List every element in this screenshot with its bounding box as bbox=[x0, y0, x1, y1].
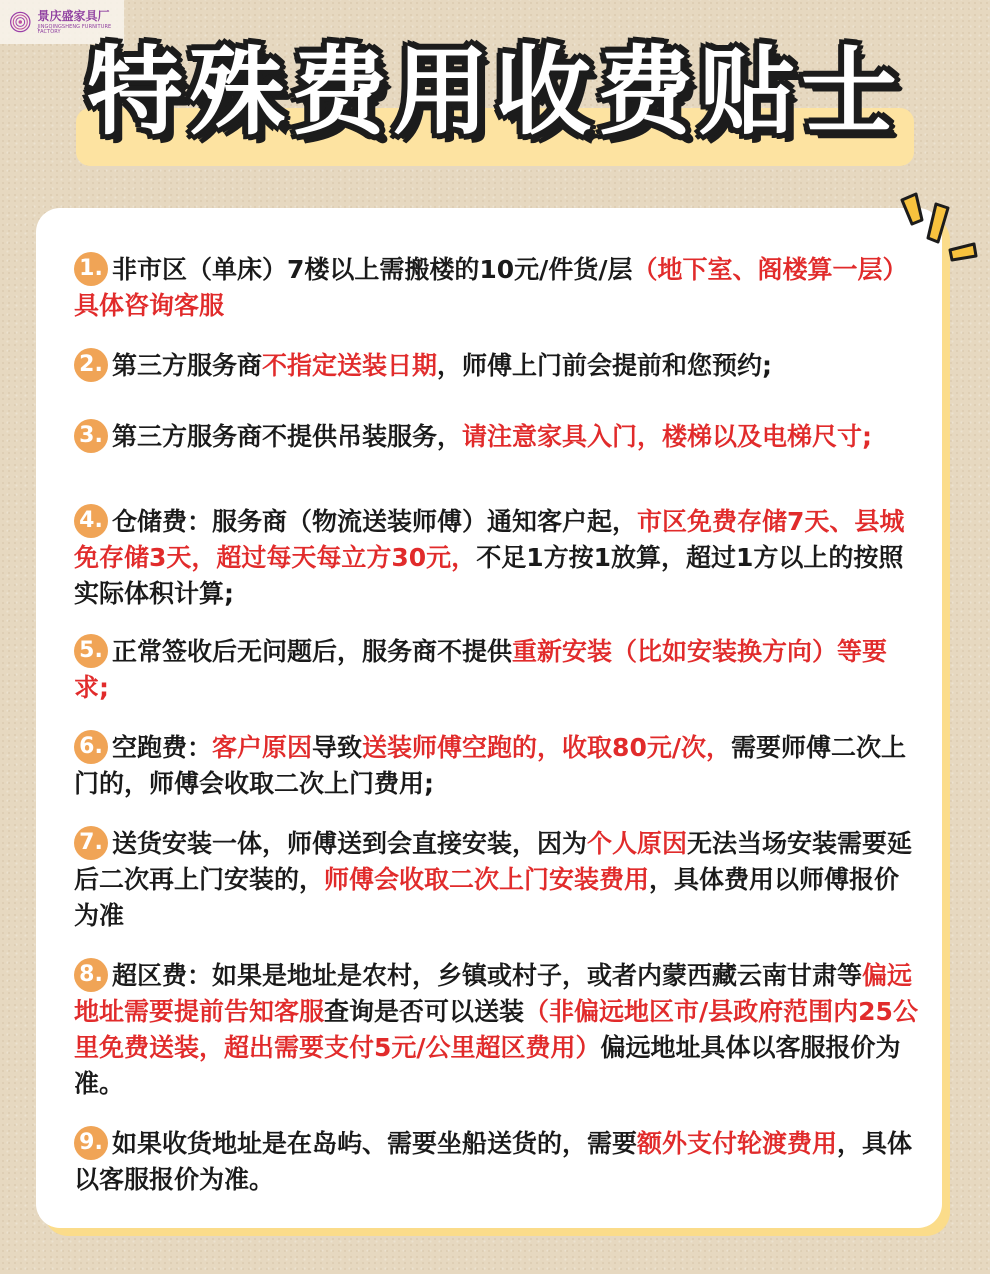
item-text: ，具体费用以师傅报价为准 bbox=[74, 865, 900, 930]
item-number-badge: 1. bbox=[74, 252, 108, 286]
highlight-text: 师傅会收取二次上门安装费用 bbox=[324, 865, 650, 894]
item-text: 第三方服务商不提供吊装服务， bbox=[112, 422, 463, 451]
item-text: 第三方服务商 bbox=[112, 351, 263, 380]
item-text: 空跑费： bbox=[112, 733, 213, 762]
highlight-text: （非偏远地区市/县政府范围内25公里免费送装，超出需要支付5元/公里超区费用） bbox=[74, 997, 918, 1062]
list-item bbox=[74, 1126, 920, 1198]
item-text: 需要师傅二次上门的，师傅会收取二次上门费用; bbox=[74, 733, 906, 798]
brand-name-en: JINGQINGSHENG FURNITURE FACTORY bbox=[37, 23, 112, 35]
list-item bbox=[74, 408, 920, 466]
logo-swirl-icon bbox=[8, 8, 33, 36]
list-item bbox=[74, 958, 920, 1102]
item-text: 偏远地址具体以客服报价为准。 bbox=[74, 1033, 901, 1098]
item-text: 如果收货地址是在岛屿、需要坐船送货的，需要 bbox=[112, 1129, 638, 1158]
item-text: 不足1方按1放算，超过1方以上的按照实际体积计算; bbox=[74, 543, 904, 608]
highlight-text: 偏远地址需要提前告知客服 bbox=[74, 961, 913, 1026]
list-item bbox=[74, 730, 920, 802]
item-number-badge: 7. bbox=[74, 826, 108, 860]
item-text: 超区费：如果是地址是农村，乡镇或村子，或者内蒙西藏云南甘肃等 bbox=[112, 961, 863, 990]
highlight-text: 客户原因 bbox=[212, 733, 313, 762]
item-number-badge: 4. bbox=[74, 504, 108, 538]
list-item bbox=[74, 504, 920, 612]
highlight-text: 额外支付轮渡费用 bbox=[637, 1129, 838, 1158]
item-text: 仓储费：服务商（物流送装师傅）通知客户起， bbox=[112, 507, 638, 536]
item-text: 非市区（单床）7楼以上需搬楼的10元/件货/层 bbox=[112, 255, 633, 284]
list-item bbox=[74, 252, 920, 324]
brand-name-cn: 景庆盛家具厂 bbox=[37, 8, 110, 23]
item-text: 无法当场安装需要延后二次再上门安装的， bbox=[74, 829, 913, 894]
highlight-text: 个人原因 bbox=[587, 829, 688, 858]
item-text: 查询是否可以送装 bbox=[324, 997, 525, 1026]
item-text: 导致 bbox=[312, 733, 363, 762]
list-item bbox=[74, 826, 920, 934]
item-number-badge: 8. bbox=[74, 958, 108, 992]
item-text: ，具体以客服报价为准。 bbox=[74, 1129, 913, 1194]
list-item bbox=[74, 634, 920, 706]
highlight-text: 送装师傅空跑的，收取80元/次， bbox=[362, 733, 731, 762]
item-number-badge: 6. bbox=[74, 730, 108, 764]
item-number-badge: 2. bbox=[74, 348, 108, 382]
highlight-text: 重新安装（比如安装换方向）等要求; bbox=[74, 637, 888, 702]
highlight-text: 寸; bbox=[837, 422, 873, 451]
list-item bbox=[74, 348, 920, 384]
highlight-text: 请注意家具入门，楼梯以及电梯尺 bbox=[462, 422, 838, 451]
item-text: ，师傅上门前会提前和您预约; bbox=[437, 351, 773, 380]
item-text: 送货安装一体，师傅送到会直接安装，因为 bbox=[112, 829, 588, 858]
item-number-badge: 9. bbox=[74, 1126, 108, 1160]
page-title: 特殊费用收费贴士 bbox=[87, 36, 903, 148]
highlight-text: （地下室、阁楼算一层）具体咨询客服 bbox=[74, 255, 908, 320]
item-text: 正常签收后无问题后，服务商不提供 bbox=[112, 637, 513, 666]
item-number-badge: 5. bbox=[74, 634, 108, 668]
item-number-badge: 3. bbox=[74, 419, 108, 453]
highlight-text: 不指定送装日期 bbox=[262, 351, 438, 380]
highlight-text: 市区免费存储7天、县城免存储3天，超过每天每立方30元， bbox=[74, 507, 905, 572]
